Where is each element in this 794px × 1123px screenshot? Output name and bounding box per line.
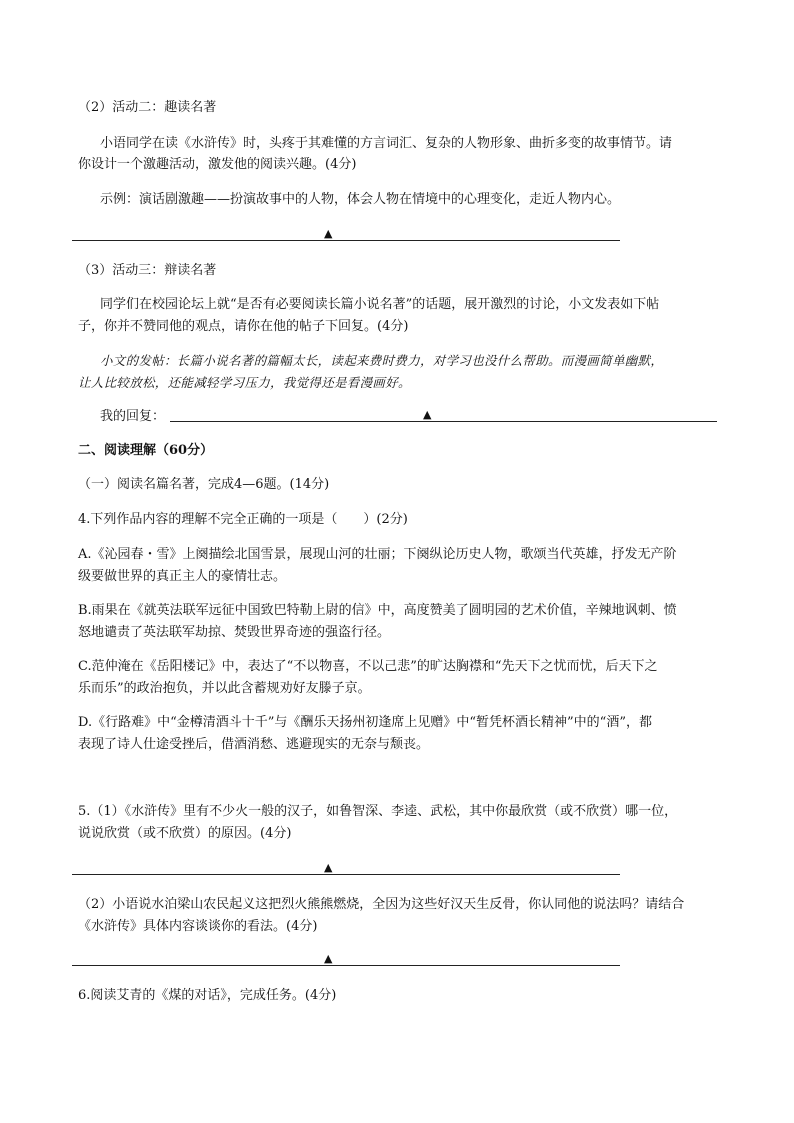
q4-option-c-line2: 乐而乐”的政治抱负，并以此含蓄规劝好友滕子京。 <box>78 681 371 696</box>
section2-sub1: （一）阅读名篇名著，完成4—6题。(14分) <box>78 477 330 492</box>
answer-triangle-icon: ▲ <box>423 408 432 421</box>
reply-label: 我的回复： <box>100 409 166 424</box>
q4-option-a-line2: 级要做世界的真正主人的豪情壮志。 <box>78 569 287 584</box>
answer-line[interactable] <box>72 240 620 241</box>
q4-option-a-line1: A.《沁园春・雪》上阕描绘北国雪景，展现山河的壮丽；下阕纵论历史人物，歌颂当代英雄，抒发无产阶 <box>78 547 677 562</box>
answer-line[interactable] <box>72 965 620 966</box>
answer-triangle-icon: ▲ <box>324 952 333 965</box>
activity2-heading: （2）活动二：趣读名著 <box>78 100 217 115</box>
q4-option-b-line2: 怒地谴责了英法联军劫掠、焚毁世界奇迹的强盗行径。 <box>78 625 391 640</box>
q4-stem: 4.下列作品内容的理解不完全正确的一项是（ ）(2分) <box>78 512 408 527</box>
q6-stem: 6.阅读艾青的《煤的对话》，完成任务。(4分) <box>78 988 337 1003</box>
post-line2: 让人比较放松，还能减轻学习压力，我觉得还是看漫画好。 <box>78 375 411 390</box>
post-line1: 小文的发帖：长篇小说名著的篇幅太长，读起来费时费力，对学习也没什么帮助。而漫画简单幽默， <box>100 353 664 368</box>
activity2-prompt-line2: 你设计一个激趣活动，激发他的阅读兴趣。(4分) <box>78 157 357 172</box>
activity2-prompt-line1: 小语同学在读《水浒传》时，头疼于其难懂的方言词汇、复杂的人物形象、曲折多变的故事情节。请 <box>100 136 673 151</box>
answer-triangle-icon: ▲ <box>324 227 333 240</box>
activity3-prompt-line1: 同学们在校园论坛上就“是否有必要阅读长篇小说名著”的话题，展开激烈的讨论，小文发表如下帖 <box>100 297 660 312</box>
answer-triangle-icon: ▲ <box>324 861 333 874</box>
section2-heading: 二、阅读理解（60分） <box>78 443 214 458</box>
answer-line[interactable] <box>72 874 620 875</box>
activity3-heading: （3）活动三：辩读名著 <box>78 263 217 278</box>
q4-option-d-line2: 表现了诗人仕途受挫后，借酒消愁、逃避现实的无奈与颓丧。 <box>78 737 430 752</box>
reply-answer-line[interactable] <box>170 421 717 422</box>
q4-option-c-line1: C.范仲淹在《岳阳楼记》中，表达了“不以物喜，不以己悲”的旷达胸襟和“先天下之忧而忧，后天下之 <box>78 659 658 674</box>
activity2-example: 示例：演话剧激趣——扮演故事中的人物，体会人物在情境中的心理变化，走近人物内心。 <box>100 192 621 207</box>
q5-part2-line1: （2）小语说水泊梁山农民起义这把烈火熊熊燃烧，全因为这些好汉天生反骨，你认同他的说法吗？请结合 <box>78 897 685 912</box>
q4-option-b-line1: B.雨果在《就英法联军远征中国致巴特勒上尉的信》中，高度赞美了圆明园的艺术价值，辛辣地讽刺、愤 <box>78 603 677 618</box>
activity3-prompt-line2: 子，你并不赞同他的观点，请你在他的帖子下回复。(4分) <box>78 319 409 334</box>
q5-part1-line2: 说说欣赏（或不欣赏）的原因。(4分) <box>78 826 292 841</box>
q5-part2-line2: 《水浒传》具体内容谈谈你的看法。(4分) <box>78 919 318 934</box>
q5-part1-line1: 5.（1）《水浒传》里有不少火一般的汉子，如鲁智深、李逵、武松，其中你最欣赏（或不欣赏）哪一位， <box>78 804 678 819</box>
q4-option-d-line1: D.《行路难》中“金樽清酒斗十千”与《酬乐天扬州初逢席上见赠》中“暂凭杯酒长精神”中的“酒”，都 <box>78 715 652 730</box>
